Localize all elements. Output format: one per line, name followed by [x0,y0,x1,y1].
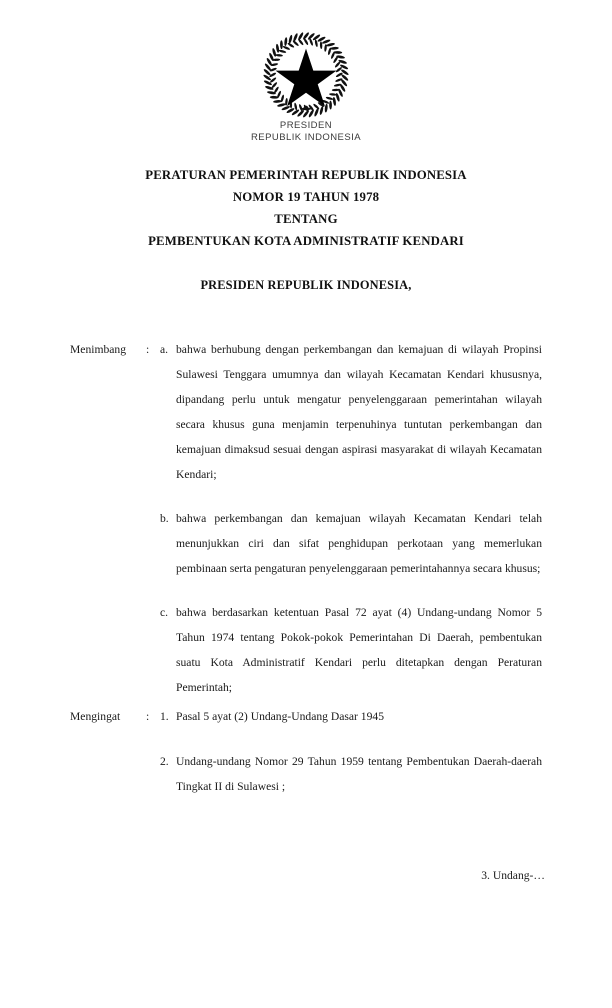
mengingat-colon: : [146,710,150,723]
section-mengingat [0,704,612,819]
list-item [160,337,542,487]
item-text: Pasal 5 ayat (2) Undang-Undang Dasar 1945 [176,710,384,723]
list-item [160,600,542,700]
item-marker: b. [160,512,169,525]
menimbang-row [0,337,612,700]
page-catchword: 3. Undang-… [481,869,545,882]
menimbang-colon: : [146,343,150,356]
item-marker: c. [160,606,169,619]
item-text: Undang-undang Nomor 29 Tahun 1959 tentang Pembentukan Daerah-daerah Tingkat II di Sulawesi ; [176,755,542,793]
document-title-block [0,164,612,252]
title-line-1: PERATURAN PEMERINTAH REPUBLIK INDONESIA [145,168,467,182]
issuing-authority: PRESIDEN REPUBLIK INDONESIA, [200,278,412,292]
title-line-2: NOMOR 19 TAHUN 1978 [232,190,380,204]
title-line-3: TENTANG [274,212,338,226]
emblem-caption-line1: PRESIDEN [279,120,333,131]
mengingat-row [0,704,612,799]
menimbang-items [160,337,542,700]
item-text: bahwa berdasarkan ketentuan Pasal 72 ayat (4) Undang-undang Nomor 5 Tahun 1974 tentang Pokok-pokok Pemerintahan Di Daerah, pembentukan suatu Kota Administratif Kendari perlu ditetapkan dengan Peraturan Pemerintah; [176,606,542,694]
list-item [160,704,542,729]
mengingat-items [160,704,542,799]
item-marker: a. [160,343,169,356]
presidential-seal-icon [259,28,353,118]
letterhead [0,28,612,143]
section-menimbang [0,337,612,700]
mengingat-label: Mengingat [70,710,121,723]
menimbang-label: Menimbang [70,343,127,356]
list-item [160,506,542,581]
list-item [160,749,542,799]
item-text: bahwa perkembangan dan kemajuan wilayah Kecamatan Kendari telah menunjukkan ciri dan sifat penghidupan perkotaan yang memerlukan pembinaan serta pengaturan penyelenggaraan pemerintahannya secara khusus; [176,512,542,575]
item-marker: 1. [160,710,169,723]
emblem-caption-line2: REPUBLIK INDONESIA [251,131,361,143]
item-marker: 2. [160,755,169,768]
emblem-caption [0,120,612,143]
title-line-4: PEMBENTUKAN KOTA ADMINISTRATIF KENDARI [148,234,464,248]
item-text: bahwa berhubung dengan perkembangan dan kemajuan di wilayah Propinsi Sulawesi Tenggara umumnya dan wilayah Kecamatan Kendari khususnya, dipandang perlu untuk mengatur penyelenggaraan pemerintahan wilayah secara khusus guna menjamin terpenuhinya tuntutan perkembangan dan kemajuan dimaksud sesuai dengan aspirasi masyarakat di wilayah Kecamatan Kendari; [176,343,542,481]
